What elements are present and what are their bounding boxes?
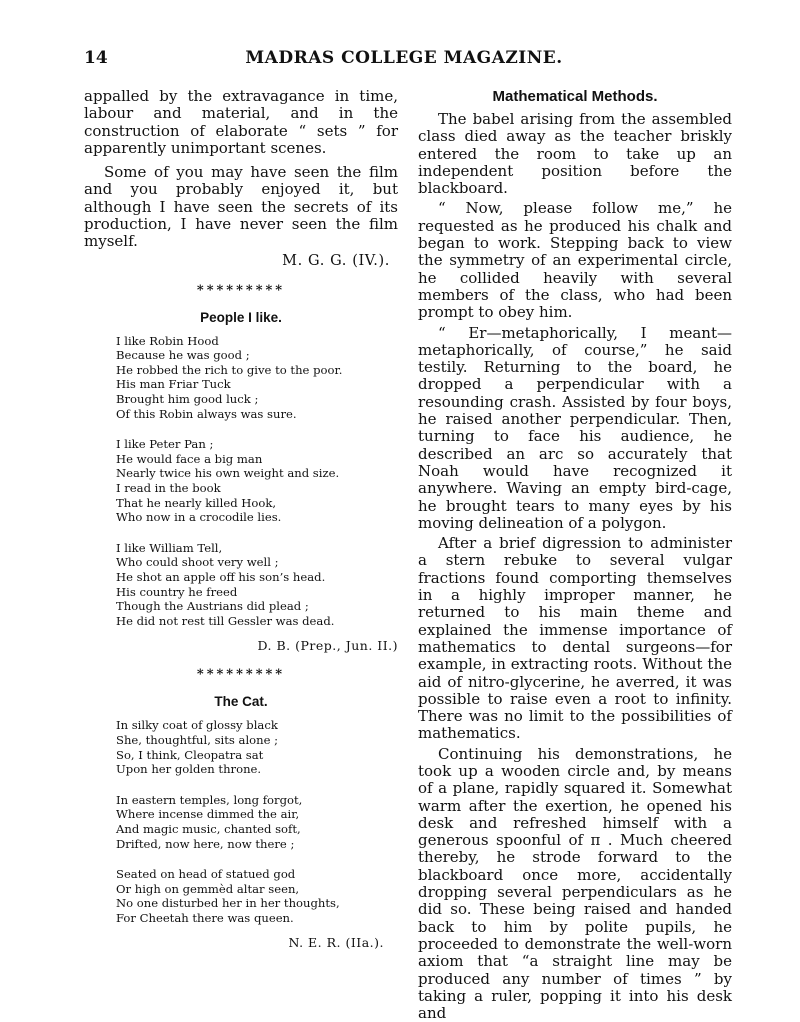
poem-line: He robbed the rich to give to the poor.	[116, 362, 343, 377]
poem-stanza	[116, 793, 398, 851]
poem-line: Of this Robin always was sure.	[116, 406, 297, 421]
article-paragraph-2: “ Now, please follow me,” he requested as he produced his chalk and began to work. Stepping back to view the symmetry of an experimental circle, he collided heavily with several members of the class, who had been prompt to obey him.	[418, 199, 732, 322]
poem-line: I like Peter Pan ;	[116, 437, 214, 452]
poem-line: I read in the book	[116, 481, 221, 496]
article-paragraph-3: “ Er—metaphorically, I meant— metaphorically, of course,” he said testily. Returning to the board, he dropped a perpendicular with a resounding crash. Assisted by four boys, he raised another perpendicular. Then, turning to face his audience, he described an arc so accurately that Noah would have recognized it anywhere. Waving an empty bird-cage, he brought tears to many eyes by his moving delineation of a polygon.	[418, 323, 732, 532]
article-title: Mathematical Methods.	[492, 88, 658, 105]
poem-line: That he nearly killed Hook,	[116, 495, 277, 510]
separator-stars-2: *********	[196, 667, 286, 683]
signature-ner: N. E. R. (IIa.).	[288, 935, 384, 951]
poem-line: He shot an apple off his son’s head.	[116, 569, 326, 584]
poem-line: I like William Tell,	[116, 540, 223, 555]
poem-line: Nearly twice his own weight and size.	[116, 466, 340, 481]
poem-line: Who now in a crocodile lies.	[116, 510, 282, 525]
poem-line: In eastern temples, long forgot,	[116, 792, 303, 807]
poem-line: Because he was good ;	[116, 348, 250, 363]
continued-paragraph-2: Some of you may have seen the film and you probably enjoyed it, but although I have seen the secrets of its production, I have never seen the film myself.	[84, 163, 398, 251]
poem-line: Or high on gemmèd altar seen,	[116, 881, 300, 896]
poem-stanza	[116, 437, 398, 525]
poem-line: Drifted, now here, now there ;	[116, 836, 295, 851]
poem-line: She, thoughtful, sits alone ;	[116, 732, 279, 747]
separator-stars-1: *********	[196, 282, 286, 298]
poem-line: His man Friar Tuck	[116, 377, 231, 392]
article-paragraph-4: After a brief digression to administer a stern rebuke to several vulgar fractions found comporting themselves in a highly improper manner, he returned to his main theme and explained the immense importance of mathematics to dental surgeons—for example, in extracting roots. Without the aid of nitro-glycerine, he averred, it was possible to raise even a root to infinity. There was no limit to the possibilities of mathematics.	[418, 534, 732, 743]
poem-line: Seated on head of statued god	[116, 867, 296, 882]
signature-db: D. B. (Prep., Jun. II.)	[257, 638, 398, 654]
article-paragraph-1: The babel arising from the assembled class died away as the teacher briskly entered the room to take up an independent position before the blackboard.	[418, 110, 732, 198]
poem-line: Brought him good luck ;	[116, 392, 259, 407]
poem-stanza	[116, 867, 398, 925]
running-title: MADRAS COLLEGE MAGAZINE.	[245, 48, 563, 68]
poem-stanza	[116, 334, 398, 422]
poem-line: I like Robin Hood	[116, 333, 219, 348]
poem-title-cat: The Cat.	[214, 694, 268, 710]
poem-line: Upon her golden throne.	[116, 762, 262, 777]
poem-line: For Cheetah there was queen.	[116, 910, 294, 925]
poem-line: And magic music, chanted soft,	[116, 821, 301, 836]
poem-line: Where incense dimmed the air,	[116, 807, 300, 822]
poem-line: In silky coat of glossy black	[116, 718, 278, 733]
poem-stanza	[116, 718, 398, 776]
poem-line: Though the Austrians did plead ;	[116, 599, 309, 614]
page-header	[84, 48, 724, 72]
article-paragraph-5: Continuing his demonstrations, he took up a wooden circle and, by means of a plane, rapidly squared it. Somewhat warm after the exertion, he opened his desk and refreshed himself with a generous spoonful of π . Much cheered thereby, he strode forward to the blackboard once more, accidentally dropping several perpendiculars as he did so. These being raised and handed back to him by polite pupils, he proceeded to demonstrate the well-worn axiom that “a straight line may be produced any number of times ” by taking a ruler, popping it into his desk and	[418, 744, 732, 1022]
signature-mgg: M. G. G. (IV.).	[282, 252, 390, 269]
poem-line: So, I think, Cleopatra sat	[116, 747, 264, 762]
poem-line: No one disturbed her in her thoughts,	[116, 896, 340, 911]
poem-line: He did not rest till Gessler was dead.	[116, 613, 335, 628]
poem-title-people: People I like.	[200, 309, 282, 325]
page-number: 14	[84, 48, 108, 68]
continued-paragraph-1: appalled by the extravagance in time, labour and material, and in the construction of elaborate “ sets ” for apparently unimportant scenes.	[84, 87, 398, 157]
poem-line: He would face a big man	[116, 451, 263, 466]
left-column	[84, 88, 398, 950]
poem-line: Who could shoot very well ;	[116, 555, 279, 570]
right-column	[418, 88, 732, 1022]
poem-stanza	[116, 541, 398, 629]
poem-line: His country he freed	[116, 584, 238, 599]
